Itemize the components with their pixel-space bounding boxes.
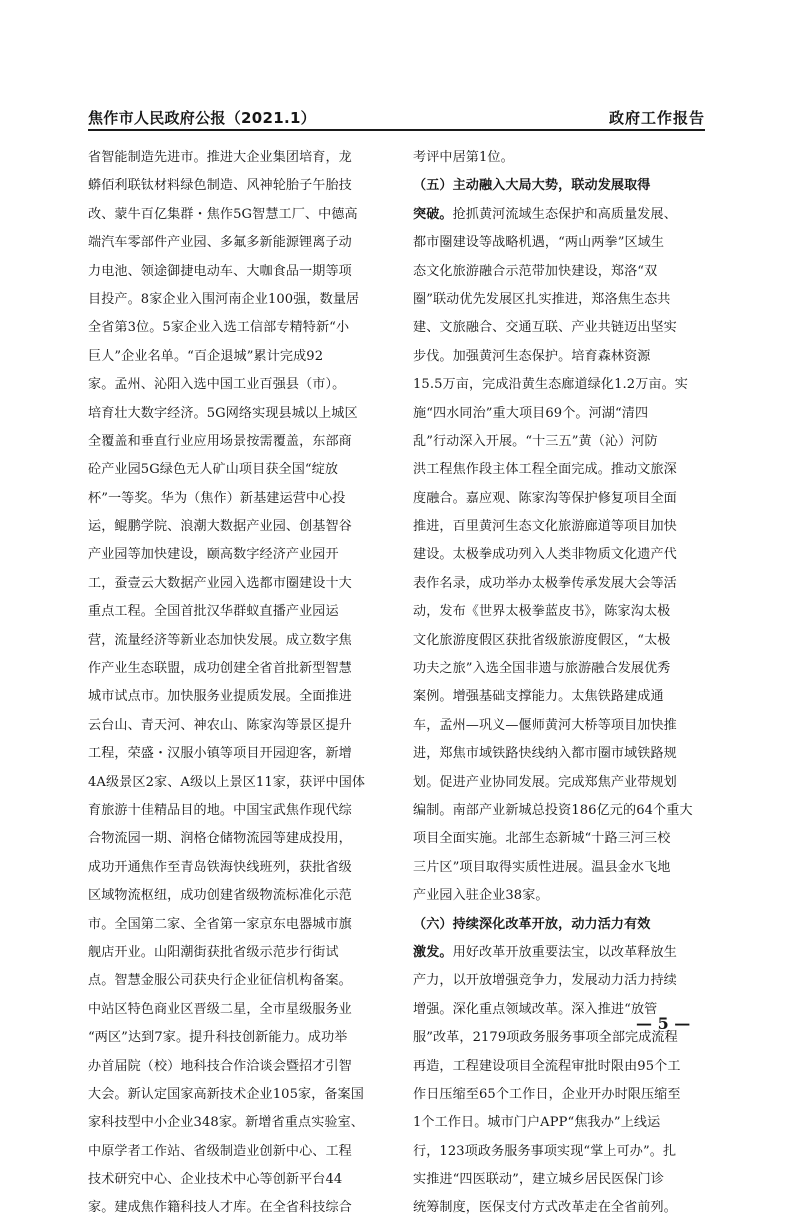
text-line — [413, 541, 709, 569]
body-text: 建设。太极拳成功列入人类非物质文化遗产代 — [413, 547, 677, 563]
body-text: 作日压缩至65个工作日，企业开办时限压缩至 — [413, 1086, 681, 1102]
right-text-column — [413, 144, 709, 1223]
bold-heading-text: （六）持续深化改革开放，动力活力有效 — [413, 916, 651, 932]
body-text: 表作名录，成功举办太极拳传承发展大会等活 — [413, 575, 677, 591]
text-line — [413, 1081, 709, 1109]
text-line — [413, 1053, 709, 1081]
body-text: 全省第3位。5家企业入选工信部专精特新“小 — [88, 320, 350, 336]
text-line — [413, 172, 709, 200]
body-text: 划。促进产业协同发展。完成郑焦产业带规划 — [413, 774, 677, 790]
text-line — [88, 712, 384, 740]
text-line — [88, 967, 384, 995]
text-line — [413, 513, 709, 541]
text-line — [413, 655, 709, 683]
text-line — [88, 627, 384, 655]
text-line — [413, 598, 709, 626]
text-line — [88, 939, 384, 967]
text-line — [413, 825, 709, 853]
body-text: 车，孟州—巩义—偃师黄河大桥等项目加快推 — [413, 717, 677, 733]
text-line — [413, 201, 709, 229]
body-text: 技术研究中心、企业技术中心等创新平台44 — [88, 1172, 343, 1188]
text-line — [88, 343, 384, 371]
text-line — [88, 882, 384, 910]
body-text: 目投产。8家企业入围河南企业100强，数量居 — [88, 291, 360, 307]
body-text: 洪工程焦作段主体工程全面完成。推动文旅深 — [413, 462, 677, 478]
body-text: 行，123项政务服务事项实现“掌上可办”。扎 — [413, 1143, 677, 1159]
body-text: 作产业生态联盟，成功创建全省首批新型智慧 — [88, 661, 352, 677]
text-line — [413, 371, 709, 399]
body-text: 施“四水同治”重大项目69个。河湖“清四 — [413, 405, 649, 421]
text-line — [413, 314, 709, 342]
text-line — [88, 286, 384, 314]
text-line — [88, 485, 384, 513]
text-line — [88, 655, 384, 683]
text-line — [413, 485, 709, 513]
body-text: 步伐。加强黄河生态保护。培育森林资源 — [413, 348, 651, 364]
text-line — [88, 1081, 384, 1109]
text-line — [88, 541, 384, 569]
text-line — [88, 683, 384, 711]
text-line — [413, 229, 709, 257]
text-line — [413, 911, 709, 939]
text-line — [88, 570, 384, 598]
text-line — [88, 825, 384, 853]
text-line — [88, 144, 384, 172]
text-line — [413, 1166, 709, 1194]
text-line — [88, 201, 384, 229]
text-line — [413, 456, 709, 484]
text-line — [413, 967, 709, 995]
body-text: 家。孟州、沁阳入选中国工业百强县（市）。 — [88, 377, 346, 393]
body-text: 都市圈建设等战略机遇，“两山两拳”区域生 — [413, 235, 665, 251]
body-text: 1个工作日。城市门户APP“焦我办”上线运 — [413, 1115, 661, 1131]
body-text: 营，流量经济等新业态加快发展。成立数字焦 — [88, 632, 352, 648]
text-line — [88, 854, 384, 882]
text-line — [413, 144, 709, 172]
text-line — [413, 939, 709, 967]
body-text: 成功开通焦作至青岛铁海快线班列，获批省级 — [88, 859, 352, 875]
text-line — [413, 258, 709, 286]
text-line — [413, 400, 709, 428]
text-line — [413, 286, 709, 314]
text-line — [88, 1024, 384, 1052]
bold-heading-text: 激发。 — [413, 944, 453, 960]
text-line — [88, 996, 384, 1024]
text-line — [88, 598, 384, 626]
bold-heading-text: 突破。 — [413, 206, 453, 222]
text-line — [413, 740, 709, 768]
body-text: 云台山、青天河、神农山、陈家沟等景区提升 — [88, 717, 352, 733]
body-text: 三片区”项目取得实质性进展。温县金水飞地 — [413, 859, 671, 875]
body-text: 城市试点市。加快服务业提质发展。全面推进 — [88, 689, 352, 705]
body-text: 产业园入驻企业38家。 — [413, 888, 549, 904]
body-text: 大会。新认定国家高新技术企业105家，备案国 — [88, 1086, 364, 1102]
body-text: 考评中居第1位。 — [413, 150, 514, 165]
text-line — [88, 456, 384, 484]
text-line — [88, 1138, 384, 1166]
text-line — [88, 371, 384, 399]
text-line — [413, 1138, 709, 1166]
body-text: 服”改革，2179项政务服务事项全部完成流程 — [413, 1030, 678, 1046]
text-line — [413, 854, 709, 882]
page-number: — 5 — — [636, 1014, 691, 1033]
body-text: 用好改革开放重要法宝，以改革释放生 — [452, 944, 677, 960]
body-text: 蟒佰利联钛材料绿色制造、风神轮胎子午胎技 — [88, 178, 352, 194]
body-text: 家。建成焦作籍科技人才库。在全省科技综合 — [88, 1200, 352, 1216]
text-line — [88, 314, 384, 342]
text-line — [88, 911, 384, 939]
body-text: 动，发布《世界太极拳蓝皮书》，陈家沟太极 — [413, 604, 671, 620]
body-text: 省智能制造先进市。推进大企业集团培育，龙 — [88, 150, 352, 165]
body-text: 统筹制度，医保支付方式改革走在全省前列。 — [413, 1200, 677, 1216]
body-text: “两区”达到7家。提升科技创新能力。成功举 — [88, 1030, 348, 1046]
body-text: 编制。南部产业新城总投资186亿元的64个重大 — [413, 802, 693, 818]
body-text: 巨人”企业名单。“百企退城”累计完成92 — [88, 348, 324, 364]
text-line — [88, 1109, 384, 1137]
left-text-column — [88, 144, 384, 1223]
body-text: 舰店开业。山阳潮街获批省级示范步行街试 — [88, 944, 339, 960]
text-line — [413, 343, 709, 371]
body-text: 增强。深化重点领域改革。深入推进“放管 — [413, 1001, 658, 1017]
body-text: 实推进“四医联动”，建立城乡居民医保门诊 — [413, 1172, 665, 1188]
text-line — [413, 627, 709, 655]
text-line — [88, 1053, 384, 1081]
body-text: 点。智慧金服公司获央行企业征信机构备案。 — [88, 973, 352, 989]
body-text: 推进，百里黄河生态文化旅游廊道等项目加快 — [413, 519, 677, 535]
body-text: 4A级景区2家、A级以上景区11家，获评中国体 — [88, 774, 366, 790]
text-line — [413, 1194, 709, 1222]
body-text: 度融合。嘉应观、陈家沟等保护修复项目全面 — [413, 490, 677, 506]
body-text: 区域物流枢纽，成功创建省级物流标准化示范 — [88, 888, 352, 904]
body-text: 工程，荣盛・汉服小镇等项目开园迎客，新增 — [88, 746, 352, 762]
body-text: 乱”行动深入开展。“十三五”黄（沁）河防 — [413, 433, 658, 449]
body-text: 育旅游十佳精品目的地。中国宝武焦作现代综 — [88, 802, 352, 818]
body-text: 办首届院（校）地科技合作洽谈会暨招才引智 — [88, 1058, 352, 1074]
body-text: 15.5万亩，完成沿黄生态廊道绿化1.2万亩。实 — [413, 377, 688, 393]
body-text: 培育壮大数字经济。5G网络实现县城以上城区 — [88, 405, 358, 421]
text-line — [88, 229, 384, 257]
body-text: 中站区特色商业区晋级二星，全市星级服务业 — [88, 1001, 352, 1017]
text-line — [413, 712, 709, 740]
publication-title: 焦作市人民政府公报（2021.1） — [88, 109, 316, 127]
text-line — [88, 797, 384, 825]
text-line — [88, 769, 384, 797]
body-text: 砼产业园5G绿色无人矿山项目获全国“绽放 — [88, 462, 339, 478]
text-line — [413, 683, 709, 711]
body-text: 再造，工程建设项目全流程审批时限由95个工 — [413, 1058, 681, 1074]
text-line — [413, 570, 709, 598]
text-line — [88, 513, 384, 541]
body-text: 案例。增强基础支撑能力。太焦铁路建成通 — [413, 689, 664, 705]
running-header — [88, 103, 705, 131]
bold-heading-text: （五）主动融入大局大势，联动发展取得 — [413, 178, 651, 194]
body-text: 重点工程。全国首批汉华群蚁直播产业园运 — [88, 604, 339, 620]
body-text: 抢抓黄河流域生态保护和高质量发展、 — [452, 206, 677, 222]
text-line — [88, 740, 384, 768]
body-text: 改、蒙牛百亿集群・焦作5G智慧工厂、中德高 — [88, 206, 358, 222]
text-line — [413, 797, 709, 825]
text-line — [88, 258, 384, 286]
body-text: 运，鲲鹏学院、浪潮大数据产业园、创基智谷 — [88, 519, 352, 535]
body-text: 功夫之旅”入选全国非遗与旅游融合发展优秀 — [413, 661, 671, 677]
body-text: 建、文旅融合、交通互联、产业共链迈出坚实 — [413, 320, 677, 336]
body-text: 态文化旅游融合示范带加快建设，郑洛“双 — [413, 263, 658, 279]
body-text: 全覆盖和垂直行业应用场景按需覆盖，东部商 — [88, 433, 352, 449]
body-text: 进，郑焦市域铁路快线纳入都市圈市域铁路规 — [413, 746, 677, 762]
body-text: 家科技型中小企业348家。新增省重点实验室、 — [88, 1115, 364, 1131]
text-line — [413, 882, 709, 910]
text-line — [413, 1109, 709, 1137]
body-text: 力电池、领途御捷电动车、大咖食品一期等项 — [88, 263, 352, 279]
body-text: 项目全面实施。北部生态新城“十路三河三校 — [413, 831, 671, 847]
text-line — [88, 428, 384, 456]
body-text: 中原学者工作站、省级制造业创新中心、工程 — [88, 1143, 352, 1159]
body-text: 端汽车零部件产业园、多氟多新能源锂离子动 — [88, 235, 352, 251]
body-text: 合物流园一期、润格仓储物流园等建成投用， — [88, 831, 352, 847]
body-text: 圈”联动优先发展区扎实推进，郑洛焦生态共 — [413, 291, 671, 307]
body-text: 产业园等加快建设，颐高数字经济产业园开 — [88, 547, 339, 563]
text-line — [413, 769, 709, 797]
text-line — [88, 400, 384, 428]
body-text: 文化旅游度假区获批省级旅游度假区，“太极 — [413, 632, 671, 648]
body-text: 市。全国第二家、全省第一家京东电器城市旗 — [88, 916, 352, 932]
text-line — [413, 428, 709, 456]
text-line — [88, 1166, 384, 1194]
text-line — [88, 172, 384, 200]
text-line — [88, 1194, 384, 1222]
body-text: 杯”一等奖。华为（焦作）新基建运营中心投 — [88, 490, 346, 506]
body-text: 工，蚕壹云大数据产业园入选都市圈建设十大 — [88, 575, 352, 591]
body-text: 产力，以开放增强竞争力，发展动力活力持续 — [413, 973, 677, 989]
section-title: 政府工作报告 — [608, 109, 705, 127]
